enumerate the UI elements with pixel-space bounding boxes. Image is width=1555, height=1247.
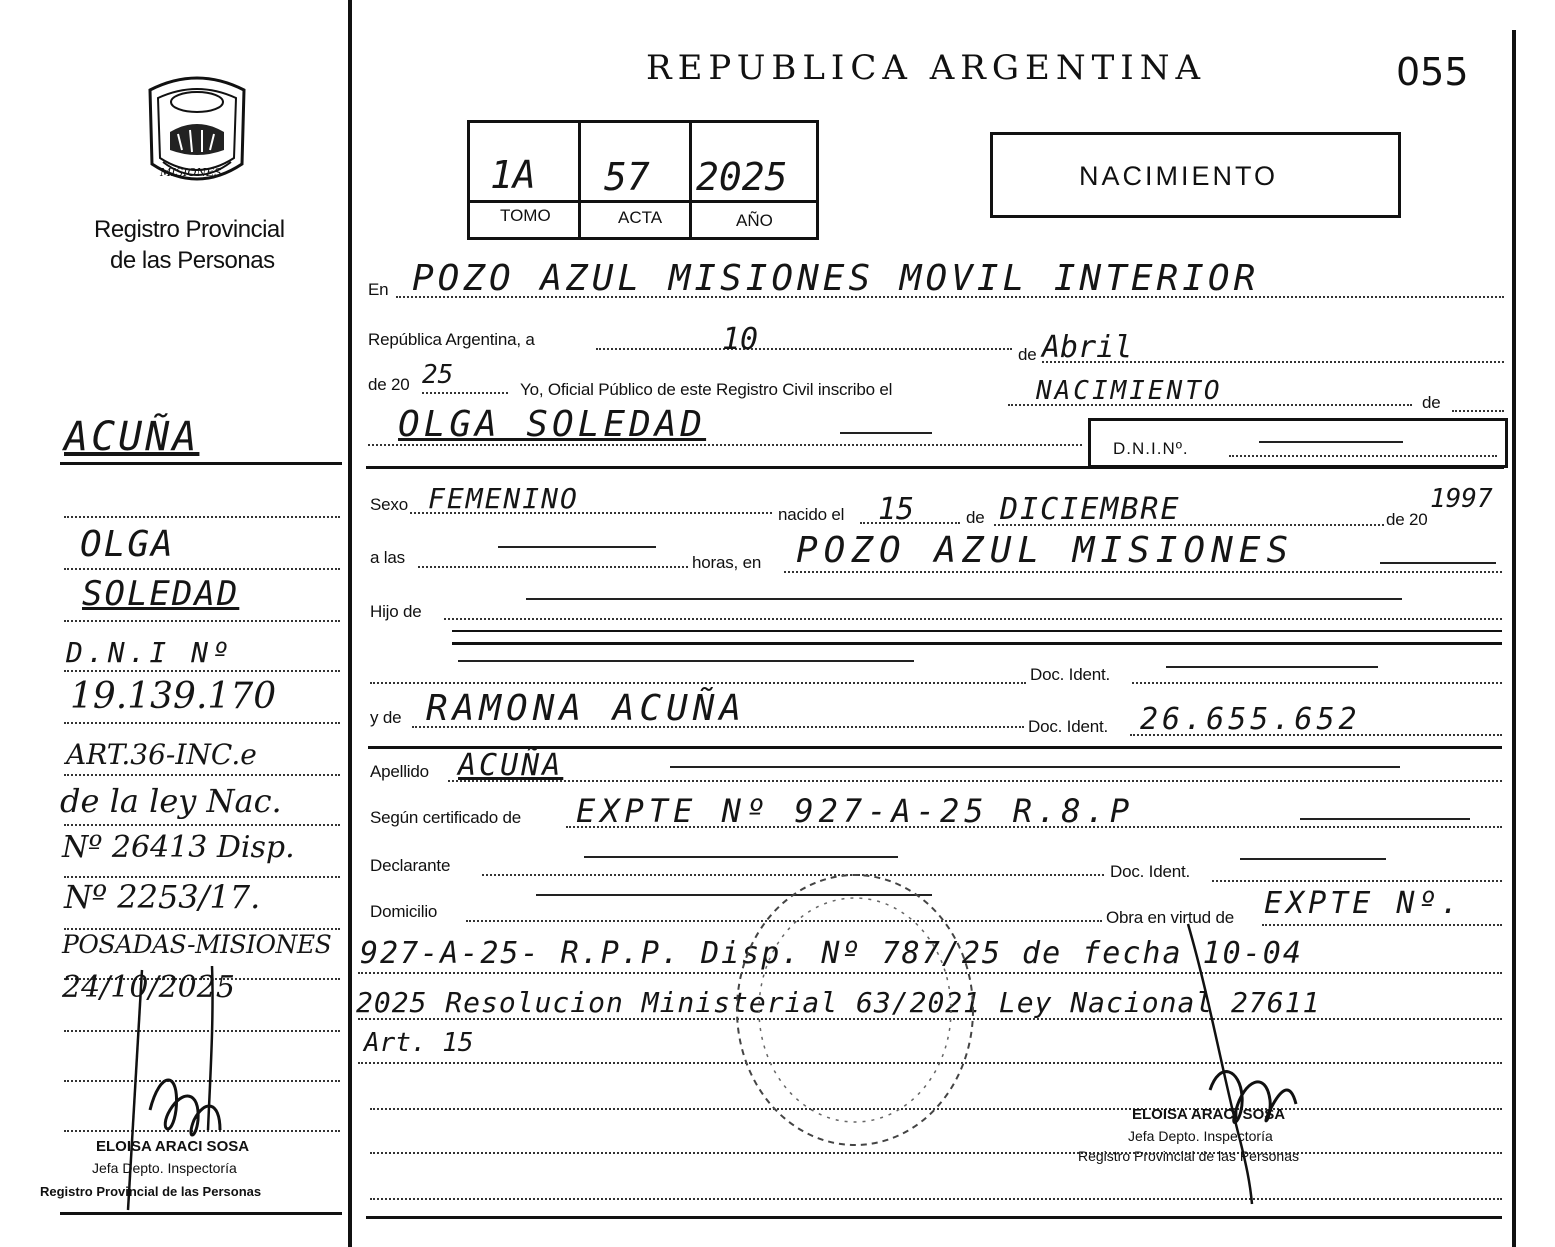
margin-line5: POSADAS-MISIONES xyxy=(62,930,332,959)
acta-value: 57 xyxy=(604,155,650,199)
birth-year-value: 1997 xyxy=(1430,484,1493,514)
signature-left xyxy=(120,960,250,1220)
margin-dni-label: D.N.I Nº xyxy=(66,636,233,669)
margin-line3: Nº 26413 Disp. xyxy=(62,830,295,865)
de-label2: de xyxy=(1422,393,1441,412)
y-de-label: y de xyxy=(370,708,402,727)
acta-label: ACTA xyxy=(618,208,663,227)
obra-label: Obra en virtud de xyxy=(1106,908,1234,927)
tomo-label: TOMO xyxy=(500,206,551,225)
margin-surname: ACUÑA xyxy=(64,414,200,460)
doc-ident-label3: Doc. Ident. xyxy=(1110,862,1191,881)
doc-ident-label: Doc. Ident. xyxy=(1030,665,1111,684)
anio-label: AÑO xyxy=(736,211,773,230)
sexo-value: FEMENINO xyxy=(428,482,579,515)
registry-line2: de las Personas xyxy=(110,247,275,274)
page-number: 055 xyxy=(1396,50,1469,94)
de-label: de xyxy=(1018,345,1037,364)
margin-line4: Nº 2253/17. xyxy=(64,878,261,916)
doc-ident-label2: Doc. Ident. xyxy=(1028,717,1109,736)
yo-label: Yo, Oficial Público de este Registro Civil inscribo el xyxy=(520,380,893,399)
reference-box xyxy=(467,120,819,240)
event-value: NACIMIENTO xyxy=(1036,376,1223,406)
right-border xyxy=(1512,30,1516,1247)
registry-line1: Registro Provincial xyxy=(94,216,285,243)
official-org-left: Registro Provincial de las Personas xyxy=(40,1184,262,1199)
rubber-stamp xyxy=(720,860,990,1160)
name-value: OLGA SOLEDAD xyxy=(398,404,707,445)
birth-month-value: DICIEMBRE xyxy=(1000,492,1181,527)
obra-start-value: EXPTE Nº. xyxy=(1264,886,1463,921)
official-title-right: Jefa Depto. Inspectoría xyxy=(1128,1128,1273,1144)
margin-line1: ART.36-INC.e xyxy=(66,738,257,771)
dni-box xyxy=(1088,418,1508,468)
mother-value: RAMONA ACUÑA xyxy=(426,688,747,729)
sexo-label: Sexo xyxy=(370,495,408,514)
mother-doc-value: 26.655.652 xyxy=(1140,702,1361,737)
a-las-label: a las xyxy=(370,548,405,567)
de20-label: de 20 xyxy=(1386,510,1428,529)
dni-label: D.N.I.Nº. xyxy=(1113,439,1189,458)
republica-label: República Argentina, a xyxy=(368,330,535,349)
margin-name1: OLGA xyxy=(80,524,175,565)
segun-label: Según certificado de xyxy=(370,808,521,827)
official-title-left: Jefa Depto. Inspectoría xyxy=(92,1160,237,1176)
signature-right xyxy=(1180,920,1320,1210)
seal-text: MISIONES xyxy=(160,166,222,179)
certificado-value: EXPTE Nº 927-A-25 R.8.P xyxy=(576,792,1135,830)
margin-name2: SOLEDAD xyxy=(82,574,240,614)
year-prefix: de 20 xyxy=(368,375,410,394)
province-seal xyxy=(138,72,256,192)
margin-line2: de la ley Nac. xyxy=(60,782,282,820)
country-title: REPUBLICA ARGENTINA xyxy=(646,48,1207,88)
place-value: POZO AZUL MISIONES MOVIL INTERIOR xyxy=(412,258,1260,299)
record-type: NACIMIENTO xyxy=(1079,161,1279,191)
birth-place-value: POZO AZUL MISIONES xyxy=(796,530,1295,571)
hijo-label: Hijo de xyxy=(370,602,422,621)
birth-day-value: 15 xyxy=(878,492,915,527)
day-value: 10 xyxy=(722,322,759,357)
year-suffix: 25 xyxy=(422,360,454,390)
margin-dni: 19.139.170 xyxy=(70,676,277,717)
month-value: Abril xyxy=(1042,330,1133,365)
apellido-value: ACUÑA xyxy=(458,748,564,783)
de-label3: de xyxy=(966,508,985,527)
margin-line6: 24/10/2025 xyxy=(62,970,235,1005)
declarante-label: Declarante xyxy=(370,856,451,875)
left-border xyxy=(348,0,352,1247)
apellido-label: Apellido xyxy=(370,762,429,781)
official-name-left: ELOISA ARACI SOSA xyxy=(96,1138,250,1155)
obra-line2-value: 2025 Resolucion Ministerial 63/2021 Ley Nacional 27611 xyxy=(356,986,1321,1019)
nacido-label: nacido el xyxy=(778,505,845,524)
en-label: En xyxy=(368,280,389,299)
record-type-box xyxy=(990,132,1401,218)
anio-value: 2025 xyxy=(696,155,788,199)
horas-label: horas, en xyxy=(692,553,762,572)
tomo-value: 1A xyxy=(490,153,536,197)
obra-line1-value: 927-A-25- R.P.P. Disp. Nº 787/25 de fecha 10-04 xyxy=(360,936,1303,971)
official-name-right: ELOISA ARACI SOSA xyxy=(1132,1106,1286,1123)
obra-line3-value: Art. 15 xyxy=(364,1028,474,1058)
official-org-right: Registro Provincial de las Personas xyxy=(1078,1148,1299,1164)
domicilio-label: Domicilio xyxy=(370,902,438,921)
